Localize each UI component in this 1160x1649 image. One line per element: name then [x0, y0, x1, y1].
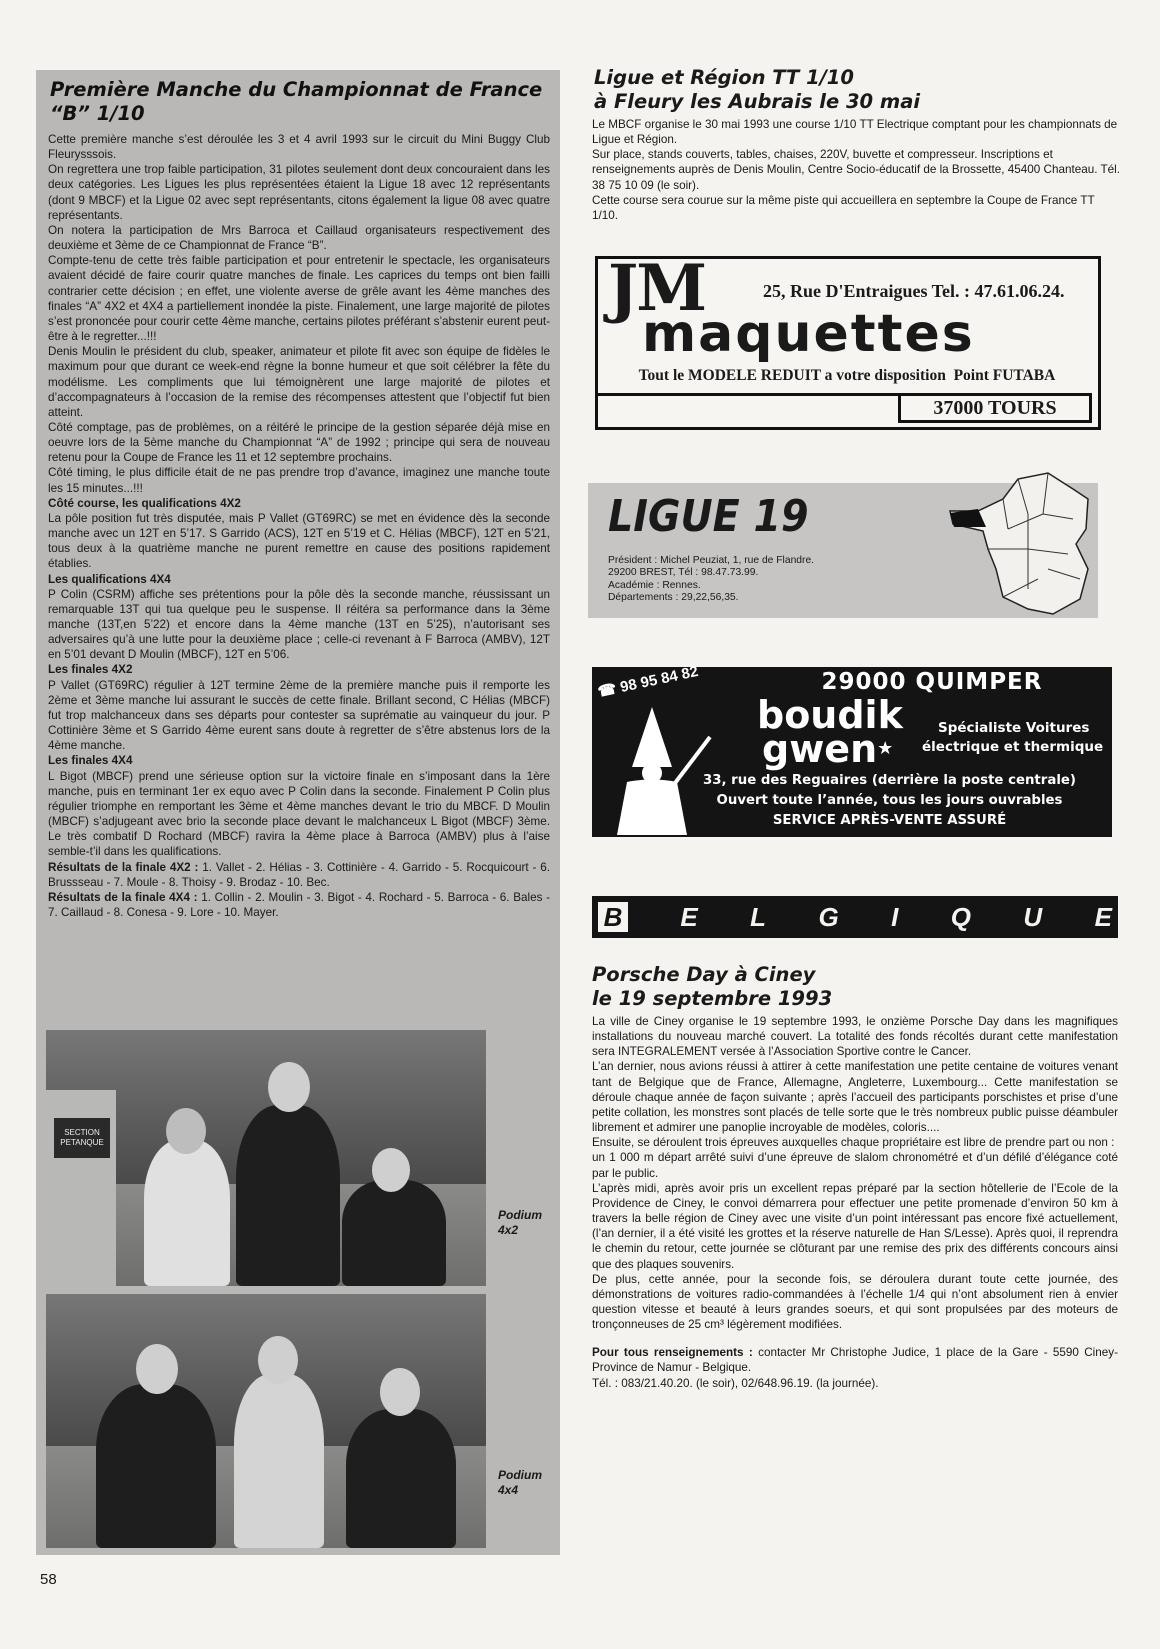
head — [258, 1336, 298, 1384]
boudik-city: 29000 QUIMPER — [821, 669, 1043, 695]
phone-icon: ☎ — [596, 679, 623, 701]
paragraph: L’après midi, après avoir pris un excellent repas préparé par la section hôtellerie de l’Ecole de la Providence de Ciney, le convoi démarrera pour effectuer une petite promenade d’environ 50 km à travers la belle région de Ciney avec une visite d’un point intéressant pas encore fixé actuellement, (l’an dernier, il a été visité les grottes et la réserve naturelle de Han S/Lesse). Après quoi, il reprendra le chemin du retour, cette journée se clôturant par une remise des prix des différents concours ainsi que des plaques souvenirs. — [592, 1181, 1118, 1271]
ligue-19-info — [608, 555, 814, 605]
photo-caption: Podium 4x4 — [498, 1468, 542, 1497]
podium-4x2-photo — [46, 1030, 486, 1286]
paragraph: On regrettera une trop faible participation, 31 pilotes seulement dont deux concouraient dans les deux catégories. Les Ligues les plus représentées étaient la Ligue 18 avec 12 représentants (dont 9 MBCF) et la Ligue 02 avec sept représentants, citons également la ligue 08 avec quatre représentants. — [48, 163, 550, 222]
jm-address: 25, Rue D'Entraigues Tel. : 47.61.06.24. — [763, 281, 1065, 301]
page-number: 58 — [40, 1571, 57, 1588]
jm-tagline: Tout le MODELE REDUIT a votre disposition Point FUTABA — [638, 367, 1056, 384]
boudik-details — [672, 771, 1107, 831]
boudik-gwen-ad — [592, 662, 1112, 837]
boudik-address: 33, rue des Reguaires (derrière la poste centrale) — [703, 773, 1076, 788]
head — [136, 1344, 178, 1394]
subheading: Les finales 4X4 — [48, 754, 133, 768]
paragraph: L’an dernier, nous avions réussi à attirer à cette manifestation une petite centaine de voitures venant tant de Belgique que de France, Allemagne, Angleterre, Luxembourg... Cette manifestation se déroule chaque année de façon suivante ; après l’accueil des participants porschistes et prise d’une petite collation, les monstres sont placés de telle sorte que le très nombreux public puisse déambuler librement et admirer une panoplie incroyable de modèles, coloris.... — [592, 1060, 1118, 1135]
person — [144, 1140, 230, 1286]
boudik-hours: Ouvert toute l’année, tous les jours ouvrables — [716, 793, 1063, 808]
jm-city: 37000 TOURS — [898, 393, 1092, 423]
letter: G — [818, 901, 839, 932]
paragraph: De plus, cette année, pour la seconde fois, se déroulera durant toute cette journée, des démonstrations de voitures radio-commandées à l’échelle 1/4 qui n’ont absolument rien à envier question vitesse et beauté à leurs grandes soeurs, et qui sont propulsées par des moteurs de tronçonneuses de 25 cm³ légèrement modifiées. — [592, 1272, 1118, 1332]
article-body — [48, 132, 550, 920]
boudik-brand-2 — [762, 727, 894, 771]
subheading: Les finales 4X2 — [48, 663, 133, 677]
person — [234, 1374, 324, 1548]
ligue-tt-body — [592, 117, 1120, 223]
paragraph: Cette première manche s’est déroulée les 3 et 4 avril 1993 sur le circuit du Mini Buggy Club Fleurysssois. — [48, 133, 550, 162]
paragraph: La ville de Ciney organise le 19 septembre 1993, le onzième Porsche Day dans les magnifiques installations du nouveau marché couvert. La totalité des fonds récoltés durant cette manifestation sera INTEGRALEMENT versée à l’Association Sportive contre le Cancer. — [592, 1015, 1118, 1059]
person — [236, 1105, 340, 1286]
letter: U — [1023, 901, 1043, 932]
paragraph: L Bigot (MBCF) prend une sérieuse option sur la victoire finale en s’imposant dans la 1ère manche, puis en terminant 1er ex equo avec P Colin dans la seconde. Finalement P Colin plus régulier triomphe en remportant les 3ème et 4ème manches devant le trio du MBCF. D Moulin (MBCF) s’adjugeant avec brio la seconde place devant le malchanceux L Bigot (MBCF) 3ème. Le très combatif D Rochard (MBCF) ravira la 4ème place à Barroca (AMBV) plus à l’aise semble-t’il dans les qualifications. — [48, 769, 550, 859]
paragraph: un 1 000 m départ arrêté suivi d’une épreuve de slalom chronométré et d’un défilé d’élégance coté par le public. — [592, 1151, 1118, 1180]
paragraph: On notera la participation de Mrs Barroca et Caillaud organisateurs respectivement des deuxième et 3ème de ce Championnat de France “B”. — [48, 223, 550, 253]
subheading: Les qualifications 4X4 — [48, 572, 171, 586]
head — [372, 1148, 410, 1192]
photo-caption: Podium 4x2 — [498, 1208, 542, 1237]
spec-line: Spécialiste Voitures — [938, 720, 1090, 736]
paragraph: Ensuite, se déroulent trois épreuves auxquelles chaque propriétaire est libre de prendre part ou non : — [592, 1136, 1115, 1150]
jm-maquettes-ad — [595, 251, 1101, 430]
divider — [598, 393, 898, 396]
letter: L — [750, 901, 767, 932]
info-line: Départements : 29,22,56,35. — [608, 592, 739, 604]
paragraph: Cette course sera courue sur la même piste qui accueillera en septembre la Coupe de France TT 1/10. — [592, 193, 1095, 222]
petanque-sign: SECTION PETANQUE — [54, 1118, 110, 1158]
boudik-service: SERVICE APRÈS-VENTE ASSURÉ — [772, 813, 1007, 828]
head — [380, 1368, 420, 1416]
person — [342, 1180, 446, 1286]
paragraph: P Colin (CSRM) affiche ses prétentions pour la pôle dès la seconde manche, réussissant un remarquable 13T qui tua quelque peu le suspense. Il réitéra sa performance dans la 3ème manche (13T,en 5’22) et encore dans la 4ème manche (13T en 5’25), n’autorisant ses adversaires qu’à une lutte pour la deuxième place ; celle-ci revenant à F Barroca (AMBV), 12T en 5’01 devant D Moulin (MBCF), 12T en 5’06. — [48, 587, 550, 662]
info-line: Président : Michel Peuziat, 1, rue de Flandre. — [608, 555, 815, 566]
results-label: Résultats de la finale 4X2 : — [48, 860, 199, 874]
championship-article — [36, 70, 560, 1555]
letter: I — [891, 901, 899, 932]
star-icon: ★ — [877, 738, 894, 759]
porsche-day-title: Porsche Day à Ciney le 19 septembre 1993 — [592, 963, 833, 1010]
porsche-day-body — [592, 1014, 1118, 1391]
france-map-icon — [948, 469, 1098, 619]
results-text: 1. Vallet - 2. Hélias - 3. Cottinière - 4. Garrido - 5. Rocquicourt - 6. Brussseau - 7. Moule - 8. Thoisy - 9. Brodaz - 10. Bec. — [48, 860, 550, 889]
boudik-brand-1: boudik — [757, 693, 903, 737]
results-label: Résultats de la finale 4X4 : — [48, 890, 198, 904]
results-4x2 — [48, 860, 550, 890]
boudik-phone — [596, 662, 700, 701]
phone-number: 98 95 84 82 — [618, 662, 700, 697]
results-4x4 — [48, 890, 550, 920]
belgique-section-bar — [592, 896, 1118, 938]
letter: E — [1094, 901, 1112, 932]
podium-4x4-photo — [46, 1294, 486, 1548]
paragraph: Sur place, stands couverts, tables, chaises, 220V, buvette et compresseur. Inscriptions et renseignements auprès de Denis Moulin, Centre Socio-éducatif de la Brossette, 45400 Chanteau. Tél. 38 75 10 09 (le soir). — [592, 148, 1120, 192]
spec-line: électrique et thermique — [922, 739, 1104, 755]
boudik-speciality — [922, 719, 1103, 757]
contact-phone: Tél. : 083/21.40.20. (le soir), 02/648.96.19. (la journée). — [592, 1376, 879, 1390]
letter: B — [598, 902, 628, 932]
belgique-letters — [592, 896, 1118, 938]
logo-jm: JM — [608, 251, 706, 326]
head — [166, 1108, 206, 1154]
letter: Q — [950, 901, 971, 932]
person — [346, 1409, 456, 1548]
letter: E — [680, 901, 698, 932]
ligue-19-title: LIGUE 19 — [608, 491, 809, 542]
subheading: Côté course, les qualifications 4X2 — [48, 496, 241, 510]
paragraph: Côté comptage, pas de problèmes, on a réitéré le principe de la gestion séparée déjà mise en oeuvre lors de la 5ème manche du Championnat “A” de 1992 ; principe qui sera de nouveau retenu pour la Coupe de France les 11 et 12 septembre prochains. — [48, 420, 550, 465]
head — [268, 1062, 310, 1112]
logo-maquettes: maquettes — [642, 304, 975, 364]
results-text: 1. Collin - 2. Moulin - 3. Bigot - 4. Rochard - 5. Barroca - 6. Bales - 7. Caillaud - 8. Conesa - 9. Lore - 10. Mayer. — [48, 890, 550, 919]
paragraph: La pôle position fut très disputée, mais P Vallet (GT69RC) se met en évidence dès la seconde manche avec un 12T en 5’17. S Garrido (ACS), 12T en 5’19 et C. Hélias (MBCF), 12T en 5’21, tous deux à la quatrième manche ne purent remettre en cause des positions rapidement établies. — [48, 511, 550, 571]
paragraph: Le MBCF organise le 30 mai 1993 une course 1/10 TT Electrique comptant pour les championnats de Ligue et Région. — [592, 118, 1118, 147]
ligue-19-box — [588, 483, 1098, 618]
person — [96, 1384, 216, 1548]
contact-text: contacter Mr Christophe Judice, 1 place de la Gare - 5590 Ciney- Province de Namur - Belgique. — [592, 1346, 1118, 1375]
paragraph: Denis Moulin le président du club, speaker, animateur et pilote fit avec son équipe de fidèles le maximum pour que durant ce week-end règne la bonne humeur et que soit célébrer la fête du modélisme. Les compliments que lui témoignèrent une large majorité de pilotes et d’accompagnateurs à l’occasion de la remise des récompenses attestent que l’objectif fut bien atteint. — [48, 345, 550, 419]
brand-text: gwen — [762, 727, 878, 771]
paragraph: Compte-tenu de cette très faible participation et pour entretenir le spectacle, les organisateurs avaient décidé de faire courir quatre manches de finale. Les caprices du temps ont bien failli contrarier cette décision ; en effet, une violente averse de grêle avant les 4ème manches des finales “A” 4X2 et 4X4 a partiellement inondée la piste. Finalement, une large majorité de pilotes s’est prononcée pour courir cette 4ème manche, certains pilotes préférant s’abstenir eurent peut-être à le regretter...!!! — [48, 254, 550, 344]
article-title: Première Manche du Championnat de France “B” 1/10 — [50, 78, 543, 125]
info-line: Académie : Rennes. — [608, 579, 701, 591]
paragraph: Côté timing, le plus difficile était de ne pas prendre trop d’avance, imaginez une manche toute les 15 minutes...!!! — [48, 466, 550, 495]
info-line: 29200 BREST, Tél : 98.47.73.99. — [608, 567, 759, 579]
paragraph: P Vallet (GT69RC) régulier à 12T termine 2ème de la première manche puis il remporte les 2ème et 3ème manche lui assurant le succès de cette finale. Brillant second, C Hélias (MBCF) fut trop malchanceux dans ses départs pour contester sa suprématie au vainqueur du jour. P Cottinière 3ème et S Garrido 4ème eurent sans doute à regretter de s’être abstenus lors de la 4ème manche. — [48, 678, 550, 753]
contact-paragraph — [592, 1345, 1118, 1375]
contact-label: Pour tous renseignements : — [592, 1346, 753, 1360]
ligue-tt-title: Ligue et Région TT 1/10 à Fleury les Aubrais le 30 mai — [594, 66, 921, 113]
